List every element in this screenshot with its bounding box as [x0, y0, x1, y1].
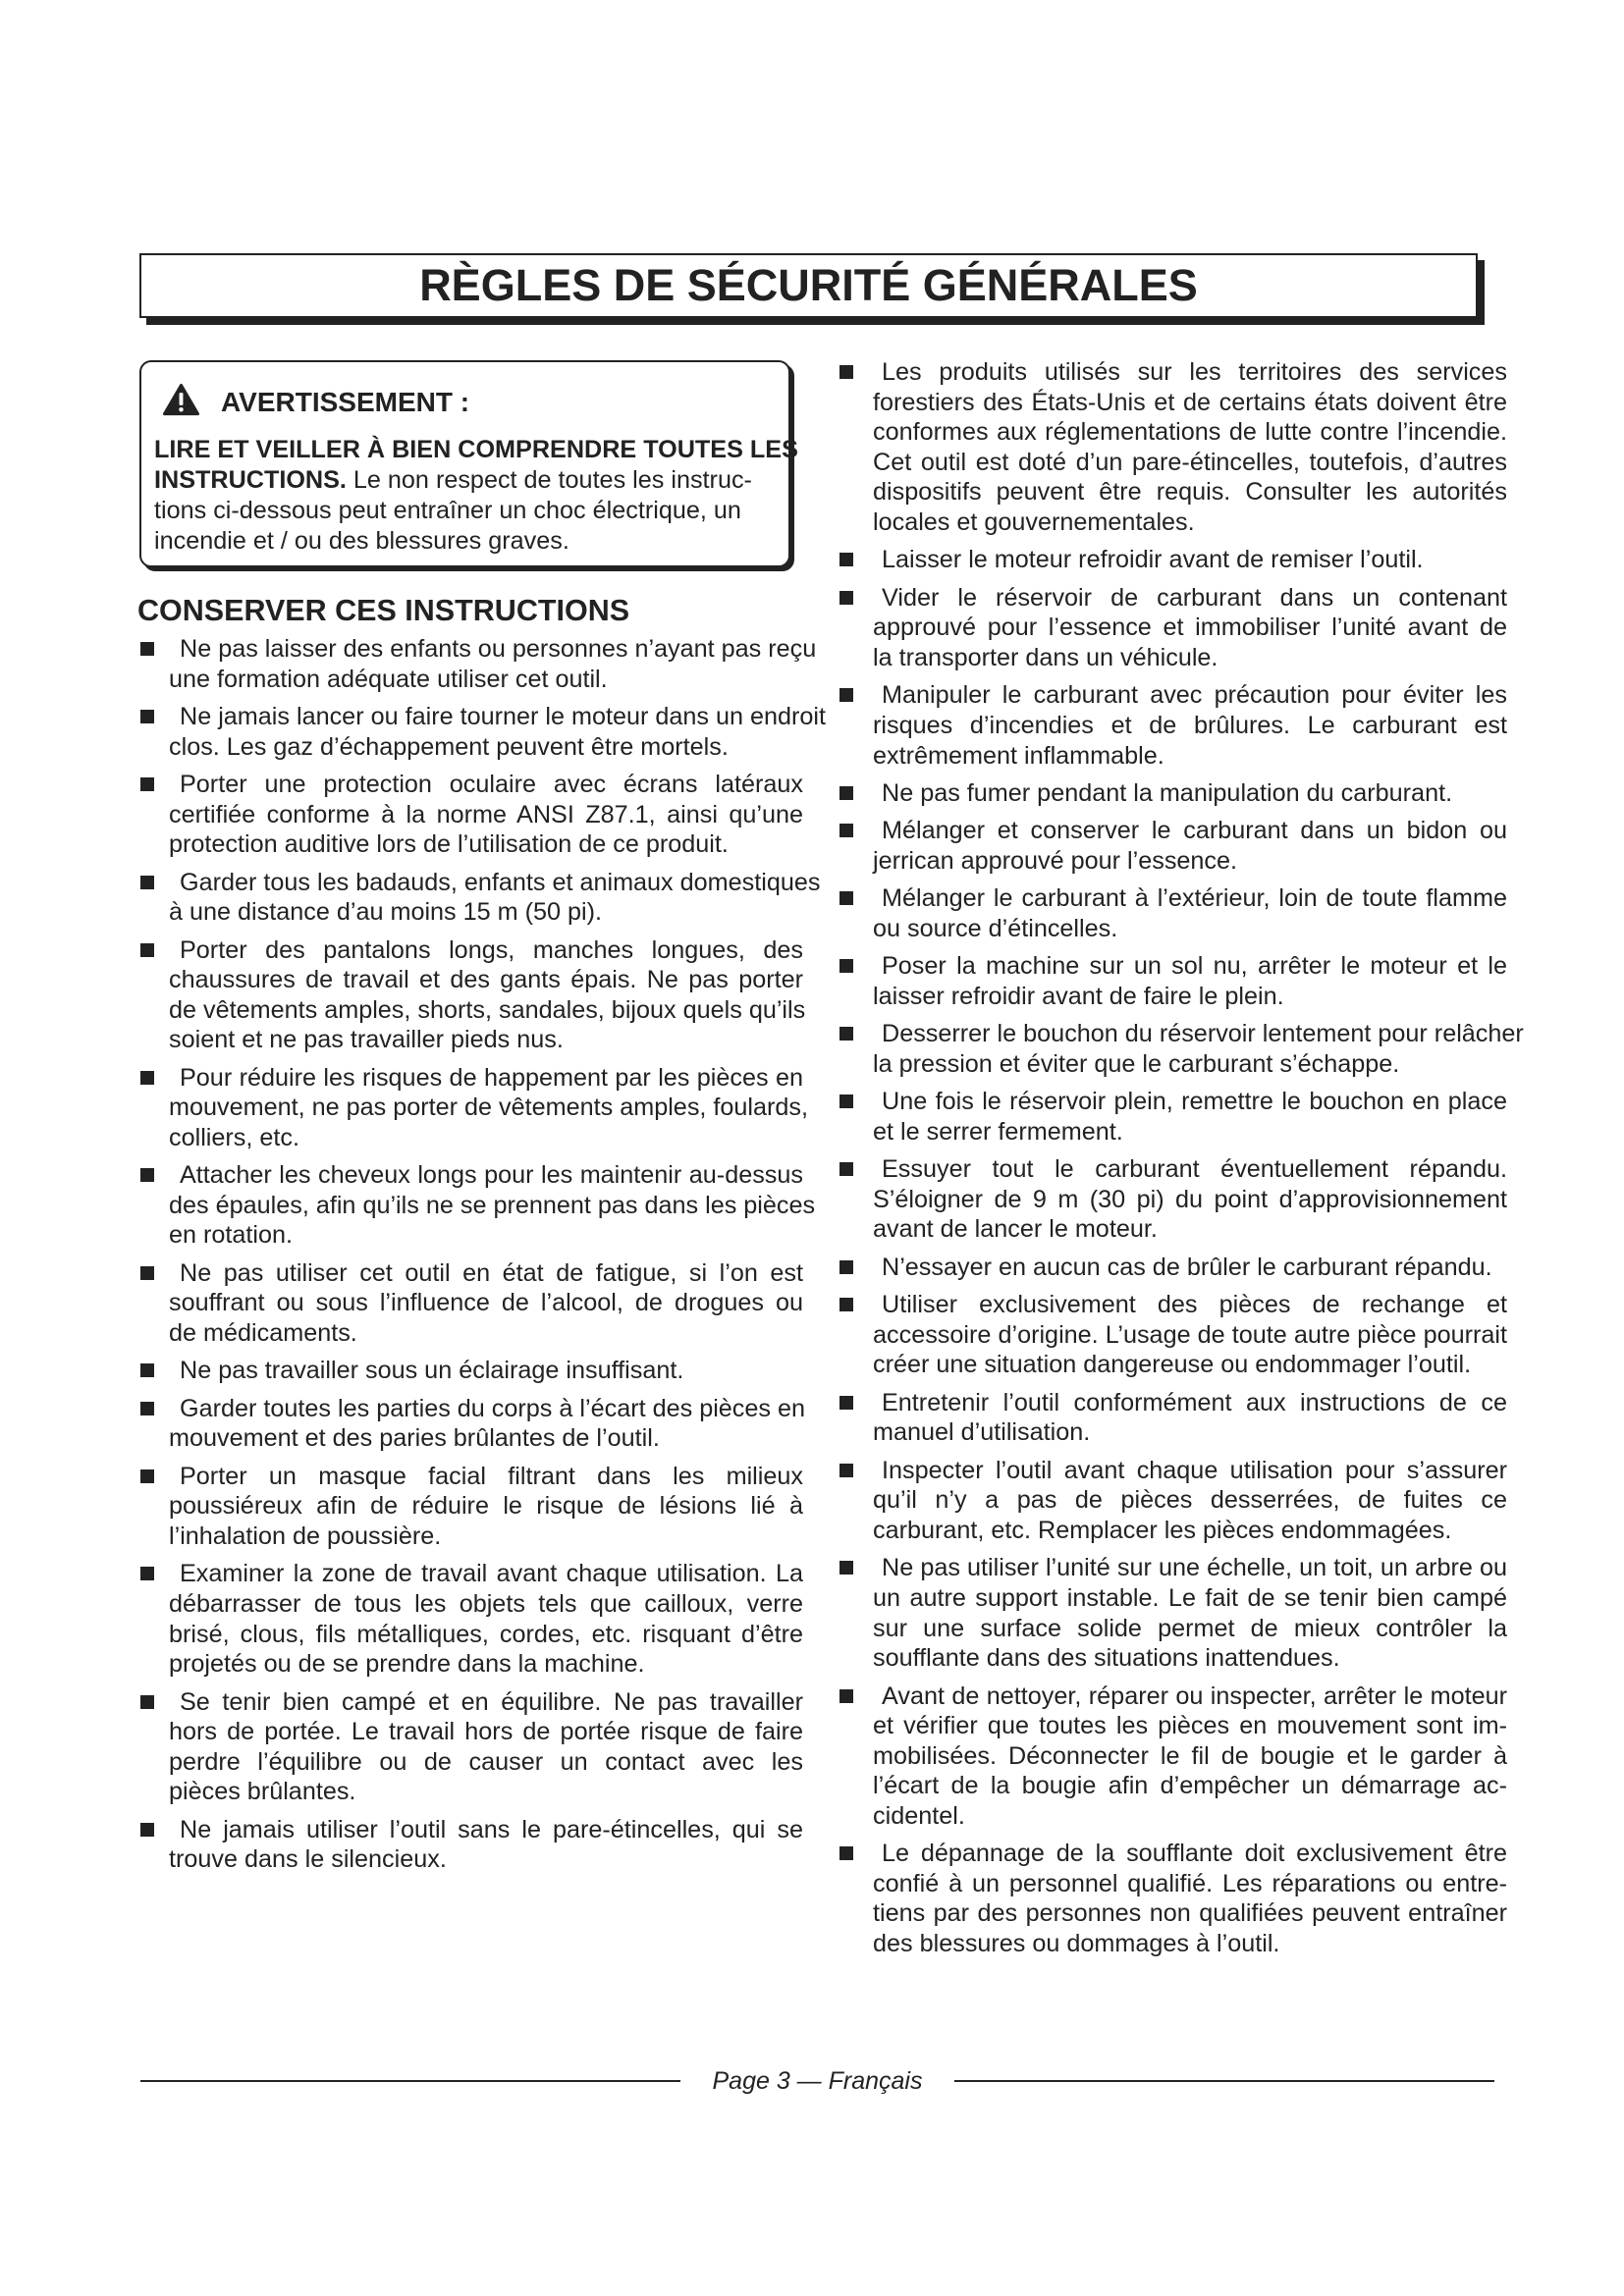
square-bullet-icon	[839, 553, 853, 566]
safety-rule-line: accessoire d’origine. L’usage de toute autre pièce pourrait	[873, 1320, 1507, 1349]
safety-rule-line: Attacher les cheveux longs pour les maintenir au-dessus	[180, 1161, 803, 1190]
square-bullet-icon	[140, 1695, 154, 1709]
safety-rule-line: sur une surface solide permet de mieux contrôler la	[873, 1614, 1507, 1642]
square-bullet-icon	[839, 1162, 853, 1176]
safety-rule-line: manuel d’utilisation.	[873, 1418, 1091, 1447]
safety-rule-item	[873, 1019, 1524, 1079]
safety-rule-line: risques d’incendies et de brûlures. Le carburant est	[873, 711, 1507, 739]
safety-rule-line: de vêtements amples, shorts, sandales, bijoux quels qu’ils	[169, 995, 806, 1024]
safety-rule-line: Garder toutes les parties du corps à l’écart des pièces en	[180, 1394, 806, 1422]
safety-rule-item	[169, 1258, 803, 1349]
safety-rule-line: Porter des pantalons longs, manches longues, des	[180, 935, 803, 964]
safety-rule-line: Ne pas travailler sous un éclairage insuffisant.	[180, 1357, 684, 1385]
safety-rule-line: Entretenir l’outil conformément aux instructions de ce	[882, 1388, 1507, 1416]
safety-rule-line: protection auditive lors de l’utilisation de ce produit.	[169, 830, 729, 859]
safety-rule-line: Utiliser exclusivement des pièces de rechange et	[882, 1291, 1507, 1319]
safety-rule-line: qu’il n’y a pas de pièces desserrées, de fuites ce	[873, 1486, 1507, 1515]
safety-rule-line: extrêmement inflammable.	[873, 741, 1164, 770]
square-bullet-icon	[839, 959, 853, 973]
safety-rule-item	[169, 1559, 803, 1679]
safety-rule-item	[169, 1063, 809, 1153]
safety-rule-line: ou source d’étincelles.	[873, 914, 1118, 942]
square-bullet-icon	[140, 1168, 154, 1182]
safety-rule-line: conformes aux réglementations de lutte contre l’incendie.	[873, 418, 1507, 447]
safety-rule-line: tiens par des personnes non qualifiées peuvent entraîner	[873, 1899, 1507, 1928]
square-bullet-icon	[140, 943, 154, 957]
safety-rule-line: Poser la machine sur un sol nu, arrêter le moteur et le	[882, 952, 1507, 981]
safety-rule-line: Desserrer le bouchon du réservoir lentement pour relâcher	[882, 1020, 1524, 1048]
footer-rule-left	[140, 2080, 680, 2082]
right-safety-rules-list	[873, 357, 1524, 1966]
safety-rule-item	[169, 1160, 816, 1251]
warning-text-line: tions ci-dessous peut entraîner un choc électrique, un	[154, 497, 741, 524]
square-bullet-icon	[839, 1689, 853, 1703]
safety-rule-line: approuvé pour l’essence et immobiliser l’unité avant de	[873, 614, 1507, 642]
safety-rule-line: pièces brûlantes.	[169, 1778, 356, 1806]
safety-rule-line: soient et ne pas travailler pieds nus.	[169, 1026, 564, 1054]
page-number-label: Page 3 — Français	[712, 2067, 923, 2095]
square-bullet-icon	[839, 1464, 853, 1477]
safety-rule-line: brisé, clous, fils métalliques, cordes, etc. risquant d’être	[169, 1620, 803, 1648]
safety-rule-line: Porter un masque facial filtrant dans les milieux	[180, 1462, 803, 1490]
safety-rule-line: certifiée conforme à la norme ANSI Z87.1, ainsi qu’une	[169, 800, 803, 828]
safety-rule-line: Pour réduire les risques de happement par les pièces en	[180, 1063, 803, 1092]
safety-rule-item	[873, 1253, 1507, 1283]
safety-rule-item	[873, 1839, 1507, 1958]
safety-rule-line: confié à un personnel qualifié. Les réparations ou entre-	[873, 1869, 1507, 1897]
safety-rule-item	[169, 770, 803, 860]
safety-rule-line: souffrant ou sous l’influence de l’alcool, de drogues ou	[169, 1289, 803, 1317]
square-bullet-icon	[839, 1298, 853, 1311]
safety-rule-line: Ne jamais lancer ou faire tourner le moteur dans un endroit	[180, 702, 827, 730]
safety-rule-line: des blessures ou dommages à l’outil.	[873, 1930, 1280, 1958]
safety-rule-line: Garder tous les badauds, enfants et animaux domestiques	[180, 868, 821, 896]
safety-rule-item	[169, 1687, 803, 1807]
square-bullet-icon	[140, 1071, 154, 1085]
safety-rule-line: un autre support instable. Le fait de se tenir bien campé	[873, 1583, 1507, 1612]
safety-rule-item	[169, 935, 806, 1055]
safety-rule-line: Une fois le réservoir plein, remettre le bouchon en place	[882, 1088, 1507, 1116]
safety-rule-item	[873, 1087, 1507, 1147]
safety-rule-item	[873, 680, 1507, 771]
safety-rule-item	[873, 951, 1507, 1011]
safety-rule-line: cidentel.	[873, 1801, 965, 1830]
safety-rule-line: Laisser le moteur refroidir avant de remiser l’outil.	[882, 546, 1424, 574]
safety-rule-line: Mélanger le carburant à l’extérieur, loin de toute flamme	[882, 884, 1507, 913]
warning-text-line: incendie et / ou des blessures graves.	[154, 527, 569, 555]
safety-rule-item	[169, 868, 821, 928]
square-bullet-icon	[839, 824, 853, 837]
square-bullet-icon	[140, 1823, 154, 1837]
safety-rule-line: Ne jamais utiliser l’outil sans le pare-étincelles, qui se	[180, 1815, 803, 1843]
safety-rule-line: projetés ou de se prendre dans la machine.	[169, 1650, 645, 1679]
title-banner	[139, 253, 1478, 318]
square-bullet-icon	[140, 876, 154, 889]
safety-rule-line: en rotation.	[169, 1221, 294, 1250]
safety-rule-line: forestiers des États-Unis et de certains états doivent être	[873, 388, 1507, 416]
square-bullet-icon	[140, 1567, 154, 1580]
left-safety-rules-list	[169, 634, 827, 1883]
safety-rule-item	[169, 634, 817, 694]
safety-rule-line: S’éloigner de 9 m (30 pi) du point d’approvisionnement	[873, 1185, 1507, 1213]
safety-rule-line: la transporter dans un véhicule.	[873, 643, 1218, 671]
square-bullet-icon	[839, 591, 853, 605]
page-title: RÈGLES DE SÉCURITÉ GÉNÉRALES	[419, 260, 1198, 310]
warning-heading: AVERTISSEMENT :	[221, 387, 470, 417]
safety-rule-line: Inspecter l’outil avant chaque utilisation pour s’assurer	[882, 1456, 1507, 1484]
square-bullet-icon	[839, 1561, 853, 1575]
safety-rule-line: colliers, etc.	[169, 1123, 299, 1151]
safety-rule-line: locales et gouvernementales.	[873, 507, 1195, 536]
safety-rule-item	[873, 816, 1507, 876]
safety-rule-line: laisser refroidir avant de faire le plein.	[873, 982, 1284, 1010]
safety-rule-item	[873, 545, 1507, 575]
warning-text	[154, 435, 798, 557]
section-heading: CONSERVER CES INSTRUCTIONS	[137, 594, 630, 627]
warning-bold-text: INSTRUCTIONS.	[154, 466, 347, 494]
safety-rule-item	[873, 1682, 1507, 1832]
square-bullet-icon	[140, 777, 154, 791]
footer-rule-right	[954, 2080, 1494, 2082]
safety-rule-line: dispositifs peuvent être requis. Consulter les autorités	[873, 478, 1507, 507]
square-bullet-icon	[839, 1027, 853, 1041]
safety-rule-item	[873, 1290, 1507, 1380]
square-bullet-icon	[839, 1396, 853, 1410]
square-bullet-icon	[140, 642, 154, 656]
safety-rule-item	[873, 883, 1507, 943]
safety-rule-item	[873, 1154, 1507, 1245]
safety-rule-item	[873, 778, 1507, 809]
safety-rule-item	[169, 1462, 803, 1552]
safety-rule-line: et le serrer fermement.	[873, 1117, 1123, 1146]
safety-rule-line: la pression et éviter que le carburant s’échappe.	[873, 1049, 1400, 1078]
square-bullet-icon	[839, 365, 853, 379]
safety-rule-item	[169, 702, 827, 762]
safety-rule-line: mouvement, ne pas porter de vêtements amples, foulards,	[169, 1094, 809, 1122]
square-bullet-icon	[839, 688, 853, 702]
safety-rule-line: Mélanger et conserver le carburant dans un bidon ou	[882, 817, 1507, 845]
safety-rule-line: Ne pas utiliser l’unité sur une échelle, un toit, un arbre ou	[882, 1554, 1507, 1582]
warning-box	[139, 360, 798, 567]
square-bullet-icon	[140, 1363, 154, 1377]
safety-rule-item	[169, 1356, 803, 1386]
safety-rule-line: débarrasser de tous les objets tels que cailloux, verre	[169, 1589, 803, 1618]
square-bullet-icon	[140, 1402, 154, 1415]
square-bullet-icon	[839, 1095, 853, 1108]
safety-rule-line: hors de portée. Le travail hors de portée risque de faire	[169, 1718, 803, 1746]
safety-rule-line: jerrican approuvé pour l’essence.	[873, 846, 1238, 875]
safety-rule-line: l’écart de la bougie afin d’empêcher un démarrage ac-	[873, 1772, 1507, 1800]
safety-rule-line: mobilisées. Déconnecter le fil de bougie et le garder à	[873, 1741, 1507, 1770]
square-bullet-icon	[140, 1266, 154, 1280]
safety-rule-line: chaussures de travail et des gants épais. Ne pas porter	[169, 966, 803, 994]
safety-rule-line: Vider le réservoir de carburant dans un contenant	[882, 583, 1507, 612]
safety-rule-line: à une distance d’au moins 15 m (50 pi).	[169, 898, 603, 927]
safety-rule-line: Se tenir bien campé et en équilibre. Ne pas travailler	[180, 1687, 803, 1716]
safety-rule-item	[873, 1456, 1507, 1546]
square-bullet-icon	[140, 710, 154, 723]
square-bullet-icon	[839, 891, 853, 905]
safety-rule-line: de médicaments.	[169, 1319, 357, 1348]
safety-rule-line: créer une situation dangereuse ou endommager l’outil.	[873, 1351, 1472, 1379]
safety-rule-line: Ne pas utiliser cet outil en état de fatigue, si l’on est	[180, 1258, 803, 1287]
safety-rule-line: Ne pas fumer pendant la manipulation du carburant.	[882, 778, 1453, 807]
safety-rule-line: Essuyer tout le carburant éventuellement répandu.	[882, 1155, 1507, 1184]
square-bullet-icon	[140, 1469, 154, 1483]
safety-rule-line: une formation adéquate utiliser cet outil.	[169, 665, 608, 693]
safety-rule-line: Examiner la zone de travail avant chaque utilisation. La	[180, 1560, 803, 1588]
warning-regular-text: Le non respect de toutes les instruc-	[346, 466, 752, 494]
warning-text-line	[154, 465, 798, 496]
safety-rule-line: avant de lancer le moteur.	[873, 1215, 1158, 1244]
square-bullet-icon	[839, 1846, 853, 1860]
safety-rule-item	[873, 357, 1507, 538]
safety-rule-line: poussiéreux afin de réduire le risque de lésions lié à	[169, 1492, 803, 1521]
safety-rule-item	[873, 1388, 1507, 1448]
square-bullet-icon	[839, 1260, 853, 1274]
safety-rule-line: Cet outil est doté d’un pare-étincelles, toutefois, d’autres	[873, 448, 1507, 476]
safety-rule-line: Porter une protection oculaire avec écrans latéraux	[180, 770, 803, 798]
safety-rule-line: N’essayer en aucun cas de brûler le carburant répandu.	[882, 1253, 1492, 1281]
safety-rule-line: clos. Les gaz d’échappement peuvent être mortels.	[169, 732, 729, 761]
safety-rule-line: l’inhalation de poussière.	[169, 1522, 442, 1550]
safety-rule-line: Les produits utilisés sur les territoires des services	[882, 358, 1507, 386]
safety-rule-item	[169, 1394, 806, 1454]
safety-rule-line: Manipuler le carburant avec précaution pour éviter les	[882, 681, 1507, 710]
safety-rule-line: Le dépannage de la soufflante doit exclusivement être	[882, 1840, 1507, 1868]
safety-rule-line: Ne pas laisser des enfants ou personnes n’ayant pas reçu	[180, 635, 817, 663]
square-bullet-icon	[839, 786, 853, 800]
safety-rule-line: et vérifier que toutes les pièces en mouvement sont im-	[873, 1712, 1507, 1740]
safety-rule-item	[873, 1553, 1507, 1673]
safety-rule-line: des épaules, afin qu’ils ne se prennent pas dans les pièces	[169, 1191, 816, 1219]
safety-rule-line: soufflante dans des situations inattendues.	[873, 1644, 1340, 1673]
safety-rule-line: mouvement et des paries brûlantes de l’outil.	[169, 1424, 660, 1453]
safety-rule-line: Avant de nettoyer, réparer ou inspecter, arrêter le moteur	[882, 1682, 1507, 1710]
safety-rule-item	[169, 1815, 803, 1875]
safety-rule-line: perdre l’équilibre ou de causer un contact avec les	[169, 1747, 803, 1776]
warning-triangle-icon	[162, 382, 200, 417]
warning-text-line: LIRE ET VEILLER À BIEN COMPRENDRE TOUTES LES	[154, 436, 798, 463]
safety-rule-item	[873, 583, 1507, 673]
safety-rule-line: carburant, etc. Remplacer les pièces endommagées.	[873, 1516, 1452, 1544]
safety-rule-line: trouve dans le silencieux.	[169, 1845, 447, 1874]
